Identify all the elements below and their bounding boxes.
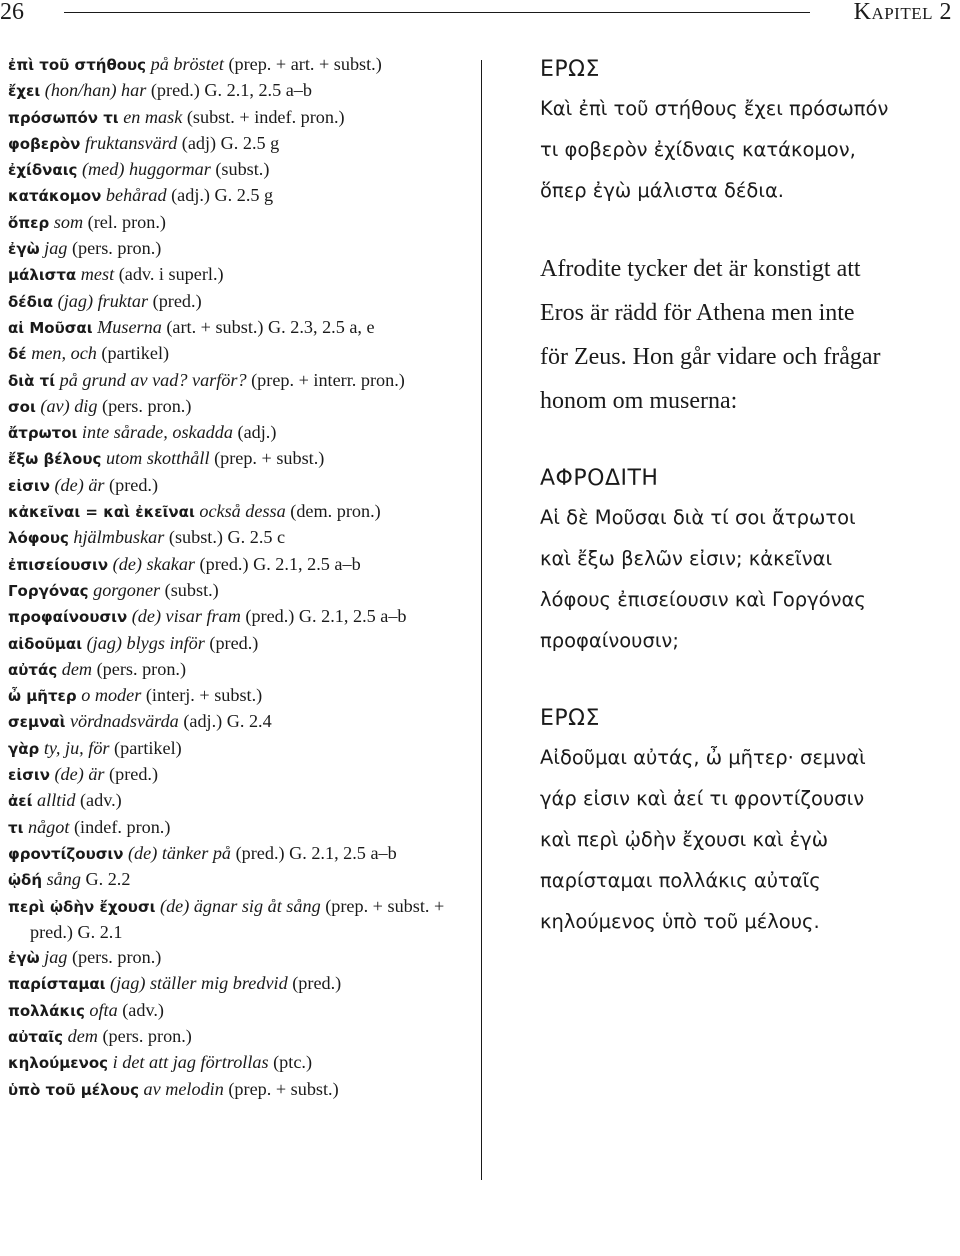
- vocab-entry: [8, 341, 463, 367]
- grammar-note: (subst.): [164, 579, 219, 600]
- vocab-entry: [8, 210, 463, 236]
- greek-term: πολλάκις: [8, 1001, 85, 1020]
- greek-line: κηλούμενος ὑπὸ τοῦ μέλους.: [540, 910, 820, 933]
- vocab-entry: [8, 762, 463, 788]
- swedish-gloss: sång: [46, 869, 81, 890]
- greek-term: εἰσιν: [8, 476, 50, 495]
- grammar-note: (prep. + subst.): [214, 448, 325, 469]
- vocab-entry: [8, 446, 463, 472]
- vocab-entry: [8, 315, 463, 341]
- vocab-entry: [8, 131, 463, 157]
- vocab-entry: [8, 736, 463, 762]
- vocab-entry: [8, 236, 463, 262]
- grammar-note: (subst. + indef. pron.): [186, 106, 345, 127]
- swedish-gloss: en mask: [123, 106, 183, 127]
- grammar-note: (subst.): [215, 159, 270, 180]
- header-rule: [64, 12, 810, 13]
- swedish-gloss: dem: [67, 1025, 98, 1046]
- grammar-note: (adj.) G. 2.4: [183, 711, 272, 732]
- vocab-entry: [8, 841, 463, 867]
- greek-term: κηλούμενος: [8, 1054, 109, 1073]
- grammar-note: (partikel): [114, 737, 182, 758]
- swedish-gloss: (jag) ställer mig bredvid: [110, 973, 288, 994]
- greek-term: ἔξω βέλους: [8, 450, 102, 469]
- vocab-entry: [8, 394, 463, 420]
- vocab-entry: [8, 945, 463, 971]
- vocab-entry: [8, 578, 463, 604]
- vocab-entry: [8, 788, 463, 814]
- swedish-gloss: o moder: [81, 685, 142, 706]
- grammar-note: (adj.) G. 2.5 g: [171, 185, 274, 206]
- grammar-note: (interj. + subst.): [145, 685, 263, 706]
- vocab-entry: [8, 183, 463, 209]
- greek-term: ὦ μῆτερ: [8, 687, 77, 706]
- grammar-note: (pers. pron.): [96, 658, 187, 679]
- greek-term: περὶ ᾠδὴν ἔχουσι: [8, 897, 156, 916]
- swedish-gloss: (de) är: [54, 474, 105, 495]
- swedish-gloss: (hon/han) har: [44, 80, 147, 101]
- vocab-entry: [8, 289, 463, 315]
- vocab-entry: [8, 657, 463, 683]
- greek-line: προφαίνουσιν;: [540, 629, 679, 652]
- greek-term: ἐγὼ: [8, 240, 40, 259]
- swedish-gloss: också dessa: [199, 501, 286, 522]
- vocab-entry: [8, 525, 463, 551]
- greek-term: ἐπισείουσιν: [8, 555, 109, 574]
- swedish-line: Eros är rädd för Athena men inte: [540, 300, 855, 326]
- vocab-entry: [8, 998, 463, 1024]
- grammar-note: (subst.) G. 2.5 c: [168, 527, 286, 548]
- greek-term: μάλιστα: [8, 266, 77, 285]
- greek-term: κατάκομον: [8, 187, 102, 206]
- vocab-entry: [8, 473, 463, 499]
- greek-term: αὐταῖς: [8, 1027, 64, 1046]
- greek-term: ἄτρωτοι: [8, 424, 78, 443]
- greek-line: παρίσταμαι πολλάκις αὐταῖς: [540, 869, 821, 892]
- vocab-entry: [8, 105, 463, 131]
- grammar-note: (prep. + subst.): [228, 1078, 339, 1099]
- swedish-gloss: ofta: [89, 999, 118, 1020]
- vocab-entry: [8, 262, 463, 288]
- grammar-note: (pred.): [209, 632, 259, 653]
- grammar-note: G. 2.2: [85, 869, 131, 890]
- swedish-gloss: (av) dig: [40, 395, 98, 416]
- greek-line: καὶ περὶ ᾠδὴν ἔχουσι καὶ ἐγὼ: [540, 828, 829, 851]
- swedish-gloss: inte sårade, oskadda: [81, 422, 233, 443]
- swedish-gloss: jag: [44, 238, 68, 259]
- vocab-entry: [8, 815, 463, 841]
- dialogue-column: [540, 52, 958, 942]
- vocab-entry: [8, 420, 463, 446]
- column-divider: [481, 60, 482, 1180]
- swedish-gloss: något: [27, 816, 70, 837]
- grammar-note: (prep. + art. + subst.): [228, 54, 382, 74]
- swedish-gloss: fruktansvärd: [84, 132, 178, 153]
- swedish-gloss: (de) tänker på: [128, 842, 232, 863]
- greek-term: τι: [8, 818, 24, 837]
- speaker-eros: ΕΡΩΣ: [540, 706, 600, 731]
- greek-line: Αἰδοῦμαι αὐτάς, ὦ μῆτερ· σεμναὶ: [540, 746, 866, 769]
- swedish-gloss: (de) är: [54, 764, 105, 785]
- greek-term: παρίσταμαι: [8, 975, 106, 994]
- vocab-entry: [8, 631, 463, 657]
- greek-line: τι φοβερὸν ἐχίδναις κατάκομον,: [540, 138, 856, 161]
- vocab-entry: [8, 971, 463, 997]
- vocab-entry: [8, 499, 463, 525]
- greek-term: αὐτάς: [8, 660, 58, 679]
- greek-term: ὅπερ: [8, 213, 50, 232]
- swedish-line: Afrodite tycker det är konstigt att: [540, 256, 861, 282]
- greek-line: καὶ ἔξω βελῶν εἰσιν; κἀκεῖναι: [540, 547, 833, 570]
- greek-term: αἰδοῦμαι: [8, 634, 83, 653]
- grammar-note: (rel. pron.): [87, 211, 166, 232]
- chapter-title: Kapitel 2: [853, 0, 952, 25]
- greek-term: Γοργόνας: [8, 581, 89, 600]
- greek-term: αἱ Μοῦσαι: [8, 318, 93, 337]
- grammar-note: (pers. pron.): [71, 947, 162, 968]
- grammar-note: (ptc.): [273, 1052, 313, 1073]
- swedish-gloss: (med) huggormar: [81, 159, 211, 180]
- greek-term: κἀκεῖναι = καὶ ἐκεῖναι: [8, 503, 195, 522]
- greek-term: λόφους: [8, 529, 69, 548]
- grammar-note: (pred.) G. 2.1, 2.5 a–b: [245, 606, 407, 627]
- vocab-entry: [8, 709, 463, 735]
- grammar-note: (pred.): [292, 973, 342, 994]
- grammar-note: (art. + subst.) G. 2.3, 2.5 a, e: [166, 316, 375, 337]
- grammar-note: (adv.): [80, 790, 122, 811]
- swedish-gloss: utom skotthåll: [105, 448, 210, 469]
- swedish-gloss: men, och: [31, 343, 97, 364]
- greek-term: διὰ τί: [8, 371, 56, 390]
- grammar-note: (prep. + interr. pron.): [251, 369, 405, 390]
- grammar-note: (dem. pron.): [290, 501, 381, 522]
- greek-term: φροντίζουσιν: [8, 844, 124, 863]
- vocab-entry: [8, 552, 463, 578]
- greek-term: προφαίνουσιν: [8, 608, 128, 627]
- greek-term: δέ: [8, 345, 27, 364]
- page-number: 26: [0, 0, 24, 25]
- vocab-entry: [8, 52, 463, 78]
- greek-term: ἐπὶ τοῦ στήθους: [8, 56, 147, 74]
- swedish-gloss: (de) visar fram: [131, 606, 241, 627]
- greek-line: γάρ εἰσιν καὶ ἀεί τι φροντίζουσιν: [540, 787, 865, 810]
- greek-term: ἀεί: [8, 792, 33, 811]
- swedish-line: för Zeus. Hon går vidare och frågar: [540, 344, 881, 370]
- vocabulary-list: [8, 52, 463, 1103]
- greek-term: ἐγὼ: [8, 949, 40, 968]
- grammar-note: (pers. pron.): [71, 238, 162, 259]
- greek-term: πρόσωπόν τι: [8, 108, 119, 127]
- vocab-entry: [8, 1077, 463, 1103]
- grammar-note: (pred.): [109, 764, 159, 785]
- vocab-entry: [8, 867, 463, 893]
- vocab-entry: [8, 157, 463, 183]
- swedish-gloss: som: [53, 211, 84, 232]
- vocab-entry: [8, 1050, 463, 1076]
- swedish-gloss: behårad: [105, 185, 167, 206]
- greek-term: εἰσιν: [8, 766, 50, 785]
- vocab-entry: [8, 78, 463, 104]
- vocab-entry: [8, 604, 463, 630]
- grammar-note: (pred.) G. 2.1, 2.5 a–b: [199, 553, 361, 574]
- grammar-note: (adv.): [122, 999, 164, 1020]
- swedish-gloss: på bröstet: [150, 54, 224, 74]
- swedish-gloss: på grund av vad? varför?: [59, 369, 247, 390]
- greek-term: ᾠδή: [8, 871, 43, 890]
- swedish-gloss: mest: [80, 264, 115, 285]
- speaker-eros: ΕΡΩΣ: [540, 57, 600, 82]
- swedish-gloss: ty, ju, för: [43, 737, 110, 758]
- grammar-note: (pers. pron.): [102, 1025, 192, 1046]
- swedish-gloss: dem: [61, 658, 93, 679]
- swedish-line: honom om muserna:: [540, 388, 738, 414]
- greek-term: ἐχίδναις: [8, 161, 78, 180]
- swedish-gloss: jag: [44, 947, 68, 968]
- grammar-note: (pred.) G. 2.1, 2.5 a–b: [235, 842, 397, 863]
- greek-line: λόφους ἐπισείουσιν καὶ Γοργόνας: [540, 588, 866, 611]
- greek-term: δέδια: [8, 292, 54, 311]
- swedish-gloss: Muserna: [97, 316, 162, 337]
- grammar-note: (pred.) G. 2.1, 2.5 a–b: [150, 80, 312, 101]
- speaker-aphrodite: ΑΦΡΟΔΙΤΗ: [540, 466, 659, 491]
- grammar-note: (indef. pron.): [73, 816, 171, 837]
- vocab-entry: [8, 1024, 463, 1050]
- grammar-note: (adj) G. 2.5 g: [181, 132, 280, 153]
- vocab-entry: [8, 683, 463, 709]
- grammar-note: (adv. i superl.): [118, 264, 224, 285]
- greek-line: Αἱ δὲ Μοῦσαι διὰ τί σοι ἄτρωτοι: [540, 506, 856, 529]
- grammar-note: (prep. + subst. + pred.) G. 2.1: [30, 895, 445, 942]
- greek-term: φοβερὸν: [8, 134, 81, 153]
- swedish-gloss: i det att jag förtrollas: [112, 1052, 269, 1073]
- greek-term: ἔχει: [8, 82, 41, 101]
- swedish-gloss: av melodin: [143, 1078, 224, 1099]
- swedish-gloss: alltid: [37, 790, 76, 811]
- swedish-gloss: (de) ägnar sig åt sång: [160, 895, 321, 916]
- grammar-note: (pred.): [109, 474, 159, 495]
- swedish-gloss: (de) skakar: [112, 553, 195, 574]
- greek-line: ὅπερ ἐγὼ μάλιστα δέδια.: [540, 179, 784, 202]
- greek-line: Καὶ ἐπὶ τοῦ στήθους ἔχει πρόσωπόν: [540, 97, 889, 120]
- swedish-gloss: vördnadsvärda: [69, 711, 179, 732]
- greek-term: σοι: [8, 397, 36, 416]
- swedish-gloss: (jag) fruktar: [57, 290, 149, 311]
- grammar-note: (partikel): [101, 343, 170, 364]
- swedish-gloss: (jag) blygs inför: [86, 632, 205, 653]
- grammar-note: (pred.): [152, 290, 202, 311]
- grammar-note: (pers. pron.): [102, 395, 192, 416]
- swedish-gloss: gorgoner: [93, 579, 161, 600]
- greek-term: ὑπὸ τοῦ μέλους: [8, 1080, 139, 1099]
- vocab-entry: [8, 894, 463, 946]
- greek-term: σεμναὶ: [8, 713, 66, 732]
- grammar-note: (adj.): [237, 422, 277, 443]
- vocab-entry: [8, 368, 463, 394]
- greek-term: γὰρ: [8, 739, 40, 758]
- swedish-gloss: hjälmbuskar: [73, 527, 165, 548]
